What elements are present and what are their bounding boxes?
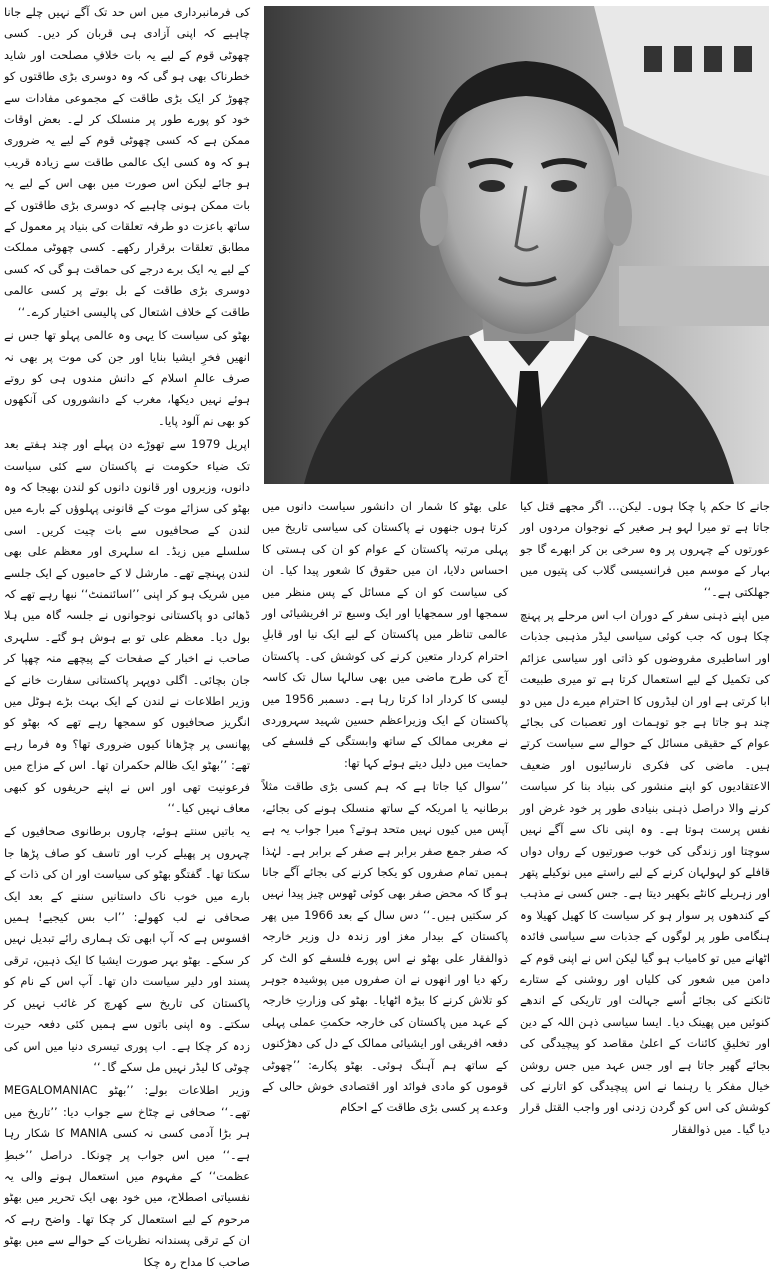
- paragraph: میں اپنے ذہنی سفر کے دوران اب اس مرحلے پر پہنچ چکا ہوں کہ جب کوئی سیاسی لیڈر مذہبی جذبات اور اساطیری مفروضوں کو ذاتی اور سیاسی عزائم کی تکمیل کے لیے استعمال کرتا ہے تو میری طبیعت ابا کرتی ہے اور ان لیڈروں کا احترام میرے دل میں دو چند ہو جاتا ہے جو توہمات اور تعصبات کی بجائے عوام کے حقیقی مسائل کے حوالے سے سیاست کرتے ہیں۔ ماضی کی فکری نارسائیوں اور ضعیف الاعتقادیوں کو اپنے منشور کی بنیاد بنا کر سیاست کرنے والا دراصل ذہنی بنیادی طور پر خود غرض اور نفس پرست ہوتا ہے۔ وہ اپنی ناک سے آگے نہیں سوچتا اور زندگی کی خوب صورتیوں کے رواں دواں قافلے کو لہولہان کرنے کے لیے راستے میں نوکیلے پتھر اور زہریلے کانٹے بکھیر دیتا ہے۔ جس کسی نے مذہب کے کندھوں پر سوار ہو کر سیاست کا کھیل کھیلا وہ ہنگامی طور پر لوگوں کے جذبات سے سیاسی فائدہ اٹھانے میں تو کامیاب ہو گیا لیکن اس نے اپنی قوم کے دامن میں شعور کی کلیاں اور روشنی کے ستارے ٹانکنے کی بجائے اُسے جہالت اور تاریکی کے اندھے کنوئیں میں پھینک دیا۔ ایسا سیاسی ذہن اللہ کے دین اور تخلیقِ کائنات کے اعلیٰ مقاصد کو پیچیدگی کی بجائے گھیر جاتا ہے اور جس عہد میں جس روشن خیال مفکر یا رہنما نے اس پیچیدگی کو اتارنے کی کوشش کی اس کو گردن زدنی اور واجب القتل قرار دیا گیا۔ میں ذوالفقار: [520, 608, 770, 1136]
- paragraph: وزیر اطلاعات بولے: ’’بھٹو MEGALOMANIAC تھے۔‘‘ صحافی نے چٹاخ سے جواب دیا: ’’تاریخ میں ہر بڑا آدمی کسی نہ کسی MANIA کا شکار رہا ہے۔‘‘ میں اس جواب پر چونکا۔ دراصل ’’خبطِ عظمت‘‘ کے مفہوم میں استعمال ہونے والی یہ نفسیاتی اصطلاح، میں خود بھی ایک تحریر میں بھٹو مرحوم کے لیے استعمال کر چکا تھا۔ واضح رہے کہ ان کے ترقی پسندانہ نظریات کے حوالے سے میں بھٹو صاحب کا مداح رہ چکا: [4, 1083, 250, 1269]
- paragraph: اپریل 1979 سے تھوڑے دن پہلے اور چند ہفتے بعد تک ضیاء حکومت نے پاکستان سے کئی سیاست دانوں، وزیروں اور قانون دانوں کو لندن بھیجا کہ وہ بھٹو کی سزائے موت کے قانونی پہلوؤں کے بارے میں لندن کے صحافیوں سے بات چیت کریں۔ اسی سلسلے میں زیڈ۔ اے سلہری اور معظم علی بھی لندن پہنچے تھے۔ مارشل لا کے حامیوں کے ایک جلسے میں شریک ہو کر اپنی ’’اسائنمنٹ‘‘ نبھا رہے تھے کہ ڈھائی دو پاکستانی نوجوانوں نے جلسہ گاہ میں ہلا بول دیا۔ معظم علی تو بے ہوش ہو گئے۔ سلہری صاحب نے اخبار کے صفحات کے پیچھے منہ چھپا کر جان بچائی۔ اگلی دوپہر پاکستانی سفارت خانے کے وزیر اطلاعات نے لندن کے ایک بہت بڑے ہوٹل میں انگریز صحافیوں کو سمجھا رہے تھے کہ بھٹو کو پھانسی پر چڑھانا کیوں ضروری تھا؟ وہ فرما رہے تھے: ’’بھٹو ایک ظالم حکمران تھا۔ اس کے مزاج میں فرعونیت تھی اور اس نے اپنے حریفوں کو کبھی معاف نہیں کیا۔‘‘: [4, 437, 250, 816]
- portrait-photo: [264, 6, 769, 484]
- paragraph: یہ باتیں سنتے ہوئے، چاروں برطانوی صحافیوں کے چہروں پر پھیلے کرب اور تاسف کو صاف پڑھا جا سکتا تھا۔ گفتگو بھٹو کی سیاست اور ان کی ذات کے بارے میں خوب ناک داستانیں سننے کے بعد ایک صحافی نے لب کھولے: ’’اب بس کیجیے! ہمیں افسوس ہے کہ آپ ابھی تک ہماری رائے تبدیل نہیں کر سکے۔ بھٹو بہر صورت ایشیا کا ایک ذہین، ترقی پسند اور دلیر سیاست دان تھا۔ آپ اس کے نام کو پاکستان کی تاریخ سے کھرچ کر غائب نہیں کر سکتے۔ وہ اپنی باتوں سے ہمیں کئی دفعہ حیرت زدہ کر چکا ہے۔ اب پوری تیسری دنیا میں اس کی چوٹی کا لیڈر نہیں مل سکے گا۔‘‘: [4, 824, 250, 1074]
- article-column-right: [520, 496, 770, 1136]
- paragraph: کی فرمانبرداری میں اس حد تک آگے نہیں چلے جانا چاہیے کہ اپنی آزادی ہی قربان کر دیں۔ کسی چھوٹی قوم کے لیے یہ بات خلافِ مصلحت اور شاید خطرناک بھی ہو گی کہ وہ دوسری بڑی طاقتوں کو چھوڑ کر ایک بڑی طاقت کے مجموعی مفادات سے خود کو پورے طور پر منسلک کر لے۔ بعض اوقات ممکن ہے کہ کسی چھوٹی قوم کے لیے یہ ضروری ہو کہ وہ کسی ایک عالمی طاقت سے زیادہ قریب ہو جائے لیکن اس صورت میں بھی اس کے لیے یہ بات ممکن ہونی چاہیے کہ دوسری بڑی طاقتوں کے ساتھ باعزت دو طرفہ تعلقات کی بنیاد پر معمول کے مطابق تعلقات برقرار رکھے۔ کسی چھوٹی مملکت کے لیے یہ ایک برے درجے کی حماقت ہو گی کہ کسی دوسری بڑی طاقت کے بل بوتے پر کسی عالمی طاقت کے خلاف اشتعال کی پالیسی اختیار کرے۔‘‘: [4, 5, 250, 319]
- paragraph: جانے کا حکم پا چکا ہوں۔ لیکن… اگر مجھے قتل کیا جاتا ہے تو میرا لہو ہر صغیر کے نوجوان مردوں اور عورتوں کے چہروں پر وہ سرخی بن کر ابھرے گا جو بہار کے موسم میں فرانسیسی گلاب کی پتیوں میں جھلکتی ہے۔‘‘: [520, 499, 770, 599]
- paragraph: بھٹو کی سیاست کا یہی وہ عالمی پہلو تھا جس نے انھیں فخرِ ایشیا بنایا اور جن کی موت پر بھی نہ صرف عالمِ اسلام کے دانش مندوں ہی کو روتے ہوئے نہیں دیکھا، مغرب کے دانشوروں کی آنکھوں کو بھی نم آلود پایا۔: [4, 328, 250, 428]
- article-column-middle: [262, 496, 508, 1115]
- paragraph: ’’سوال کیا جاتا ہے کہ ہم کسی بڑی طاقت مثلاً برطانیہ یا امریکہ کے ساتھ منسلک ہونے کی بجائے، آپس میں کیوں نہیں متحد ہوتے؟ میرا جواب یہ ہے کہ صفر جمع صفر برابر ہے صفر کے برابر ہے۔ لہٰذا ہمیں تمام صفروں کو یکجا کرنے کی بجائے آگے جانا ہو گا کہ محض صفر بھی کوئی ٹھوس چیز پیدا نہیں کر سکتیں ہیں۔‘‘ دس سال کے بعد 1966 میں پھر پاکستان کے بیدار مغز اور زندہ دل وزیر خارجہ ذوالفقار علی بھٹو نے اس پورے فلسفے کو الٹ کر رکھ دیا اور انھوں نے ان صفروں میں پوشیدہ جوہر کو تلاش کرنے کا بیڑہ اٹھایا۔ بھٹو کی وزارتِ خارجہ کے عہد میں پاکستان کی خارجہ حکمتِ عملی پہلی دفعہ افریقی اور ایشیائی ممالک کے دل کی دھڑکنوں کے ساتھ ہم آہنگ ہوئی۔ بھٹو پکارے: ’’چھوٹی قوموں کو مادی فوائد اور اقتصادی خوش حالی کے وعدے پر کسی بڑی طاقت کے احکام: [262, 779, 508, 1115]
- paragraph: علی بھٹو کا شمار ان دانشور سیاست دانوں میں کرتا ہوں جنھوں نے پاکستان کی سیاسی تاریخ میں پہلی مرتبہ پاکستان کے عوام کو ان کی ہستی کا احساس دلایا، ان میں حقوق کا شعور پیدا کیا۔ ان کی سیاست کو ان کے مسائل کے پس منظر میں سمجھا اور سمجھایا اور ایک وسیع تر افریشیائی اور عالمی تناظر میں پاکستان کے لیے ایک نیا اور قابلِ احترام کردار متعین کرنے کی کوشش کی۔ پاکستان آج کی طرح ماضی میں بھی سالہا سال تک کاسہ لیسی کا کردار ادا کرتا رہا ہے۔ دسمبر 1956 میں پاکستان کے ایک وزیراعظم حسین شہید سہروردی نے مغربی ممالک کے ساتھ وابستگی کے فلسفے کی حمایت میں دلیل دیتے ہوئے کہا تھا:: [262, 499, 508, 770]
- portrait-illustration: [264, 6, 769, 484]
- article-column-left: [4, 2, 250, 1269]
